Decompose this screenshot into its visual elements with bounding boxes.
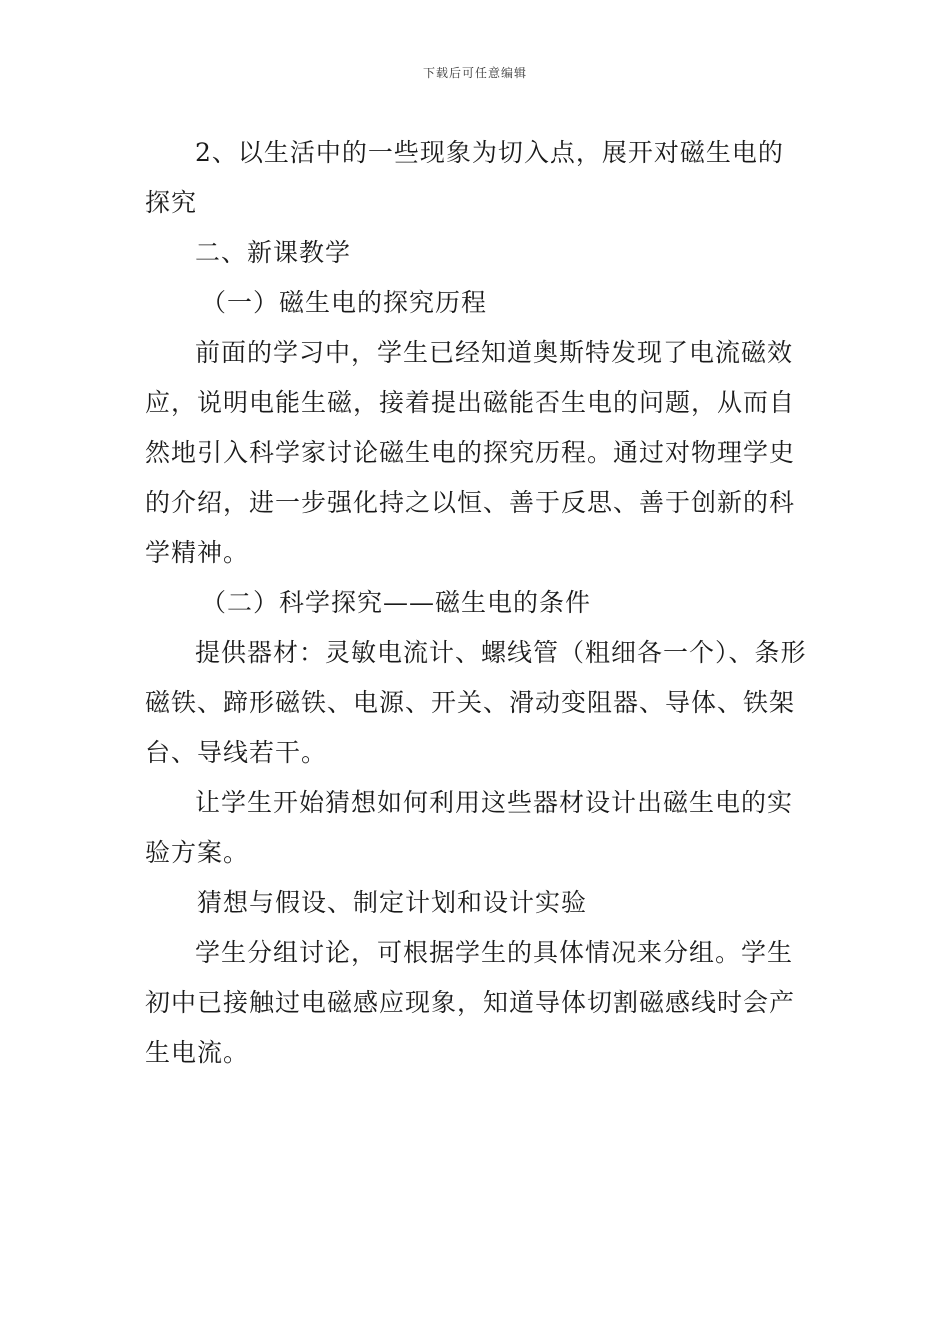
document-body bbox=[145, 128, 807, 1078]
paragraph-intro-point-2: 2、以生活中的一些现象为切入点，展开对磁生电的探究 bbox=[145, 138, 784, 217]
subsection-heading-1: （一）磁生电的探究历程 bbox=[201, 288, 488, 317]
paragraph-group-discussion: 学生分组讨论，可根据学生的具体情况来分组。学生初中已接触过电磁感应现象，知道导体切割磁感线时会产生电流。 bbox=[145, 938, 796, 1067]
paragraph-hypothesis-prompt: 让学生开始猜想如何利用这些器材设计出磁生电的实验方案。 bbox=[145, 788, 794, 867]
paragraph-plan-heading: 猜想与假设、制定计划和设计实验 bbox=[197, 888, 588, 917]
subsection-heading-2: （二）科学探究——磁生电的条件 bbox=[201, 588, 592, 617]
page-header: 下载后可任意编辑 bbox=[422, 66, 527, 80]
section-heading-new-lesson: 二、新课教学 bbox=[195, 238, 352, 267]
paragraph-history: 前面的学习中，学生已经知道奥斯特发现了电流磁效应，说明电能生磁，接着提出磁能否生电的问题，从而自然地引入科学家讨论磁生电的探究历程。通过对物理学史的介绍，进一步强化持之以恒、善于反思、善于创新的科学精神。 bbox=[145, 338, 796, 567]
paragraph-equipment: 提供器材：灵敏电流计、螺线管（粗细各一个）、条形磁铁、蹄形磁铁、电源、开关、滑动变阻器、导体、铁架台、导线若干。 bbox=[145, 638, 807, 767]
